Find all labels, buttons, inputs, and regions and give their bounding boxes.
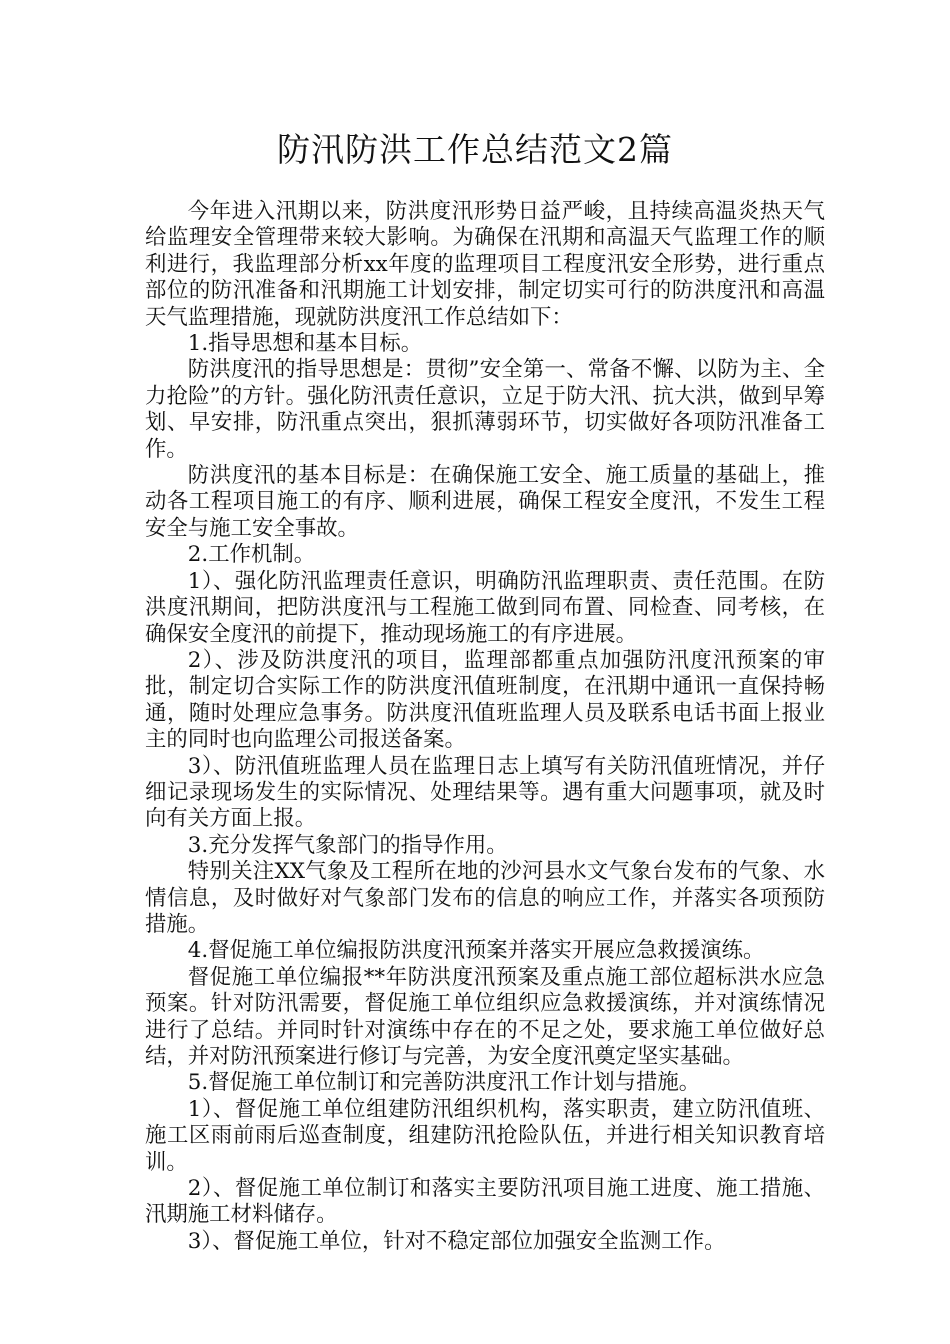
- document-body: [145, 199, 825, 1255]
- section-heading-1: 1.指导思想和基本目标。: [187, 331, 423, 357]
- weather-paragraph: 特别关注XX气象及工程所在地的沙河县水文气象台发布的气象、水情信息，及时做好对气象部门发布的信息的响应工作，并落实各项预防措施。: [145, 859, 825, 937]
- measures-item-1: 1）、督促施工单位组建防汛组织机构，落实职责，建立防汛值班、施工区雨前雨后巡查制度，组建防汛抢险队伍，并进行相关知识教育培训。: [145, 1096, 825, 1175]
- basic-goal-paragraph: 防洪度汛的基本目标是：在确保施工安全、施工质量的基础上，推动各工程项目施工的有序、顺利进展，确保工程安全度汛，不发生工程安全与施工安全事故。: [145, 463, 825, 541]
- mechanism-item-3: 3）、防汛值班监理人员在监理日志上填写有关防汛值班情况，并仔细记录现场发生的实际情况、处理结果等。遇有重大问题事项，就及时向有关方面上报。: [145, 753, 825, 832]
- guiding-ideology-paragraph: 防洪度汛的指导思想是：贯彻”安全第一、常备不懈、以防为主、全力抢险”的方针。强化防汛责任意识，立足于防大汛、抗大洪，做到早筹划、早安排，防汛重点突出，狠抓薄弱环节，切实做好各项防汛准备工作。: [145, 357, 825, 462]
- section-heading-5: 5.督促施工单位制订和完善防洪度汛工作计划与措施。: [187, 1070, 701, 1096]
- measures-item-3: 3）、督促施工单位，针对不稳定部位加强安全监测工作。: [187, 1228, 726, 1254]
- emergency-plan-paragraph: 督促施工单位编报**年防洪度汛预案及重点施工部位超标洪水应急预案。针对防汛需要，督促施工单位组织应急救援演练，并对演练情况进行了总结。并同时针对演练中存在的不足之处，要求施工单位做好总结，并对防汛预案进行修订与完善，为安全度汛奠定坚实基础。: [145, 964, 825, 1069]
- document-title: 防汛防洪工作总结范文2篇: [277, 130, 673, 169]
- section-heading-3: 3.充分发挥气象部门的指导作用。: [187, 832, 508, 858]
- section-heading-2: 2.工作机制。: [187, 542, 316, 568]
- intro-paragraph: 今年进入汛期以来，防洪度汛形势日益严峻，且持续高温炎热天气给监理安全管理带来较大影响。为确保在汛期和高温天气监理工作的顺利进行，我监理部分析xx年度的监理项目工程度汛安全形势，进行重点部位的防汛准备和汛期施工计划安排，制定切实可行的防洪度汛和高温天气监理措施，现就防洪度汛工作总结如下：: [145, 199, 825, 330]
- measures-item-2: 2）、督促施工单位制订和落实主要防汛项目施工进度、施工措施、汛期施工材料储存。: [145, 1176, 825, 1228]
- mechanism-item-1: 1）、强化防汛监理责任意识，明确防汛监理职责、责任范围。在防洪度汛期间，把防洪度汛与工程施工做到同布置、同检查、同考核，在确保安全度汛的前提下，推动现场施工的有序进展。: [145, 568, 825, 647]
- section-heading-4: 4.督促施工单位编报防洪度汛预案并落实开展应急救援演练。: [187, 938, 765, 964]
- mechanism-item-2: 2）、涉及防洪度汛的项目，监理部都重点加强防汛度汛预案的审批，制定切合实际工作的防洪度汛值班制度，在汛期中通讯一直保持畅通，随时处理应急事务。防洪度汛值班监理人员及联系电话书面上报业主的同时也向监理公司报送备案。: [145, 647, 825, 753]
